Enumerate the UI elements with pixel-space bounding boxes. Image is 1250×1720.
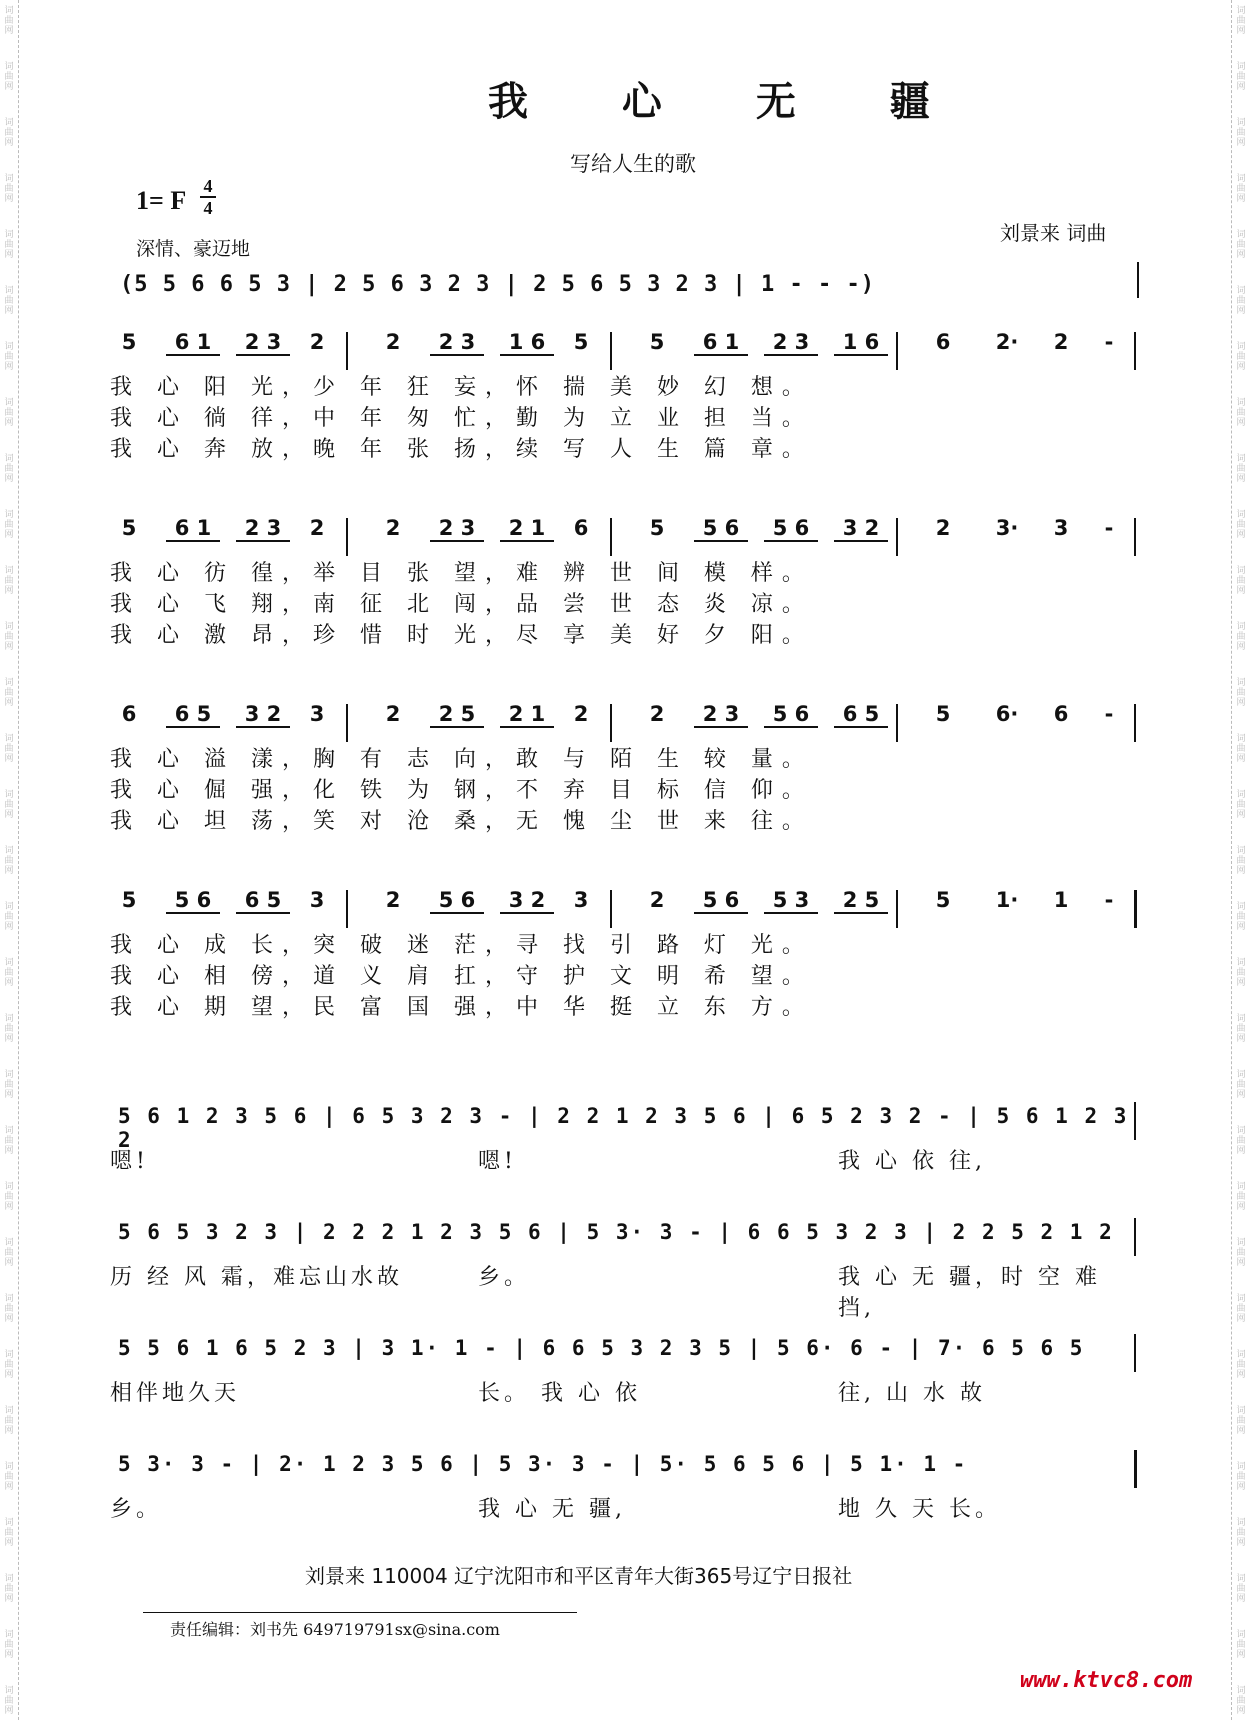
note: 2 3 [764, 330, 818, 356]
note: 6 1 [166, 516, 220, 542]
side-watermark-text: 词 曲 网 [1236, 398, 1246, 428]
note: 2 5 [834, 888, 888, 914]
lyric-text: 我 心 倔 强，化 铁 为 钢，不 弃 目 标 信 仰。 [110, 778, 813, 803]
side-watermark-text: 词 曲 网 [1236, 6, 1246, 36]
side-watermark-text: 词 曲 网 [1236, 846, 1246, 876]
lyric-text: 嗯! [110, 1149, 149, 1174]
side-watermark-text: 词 曲 网 [1236, 342, 1246, 372]
side-watermark-text: 词 曲 网 [1236, 902, 1246, 932]
note: 5 [649, 330, 665, 354]
side-watermark-text: 词 曲 网 [4, 230, 14, 260]
note: 3· [995, 516, 1019, 540]
coda-system [110, 1448, 1148, 1523]
side-watermark-text: 词 曲 网 [4, 6, 14, 36]
side-watermark-text: 词 曲 网 [4, 1574, 14, 1604]
side-watermark-text: 词 曲 网 [4, 958, 14, 988]
note: 3 [1053, 516, 1069, 540]
side-watermark-text: 词 曲 网 [4, 510, 14, 540]
side-watermark-text: 词 曲 网 [1236, 1182, 1246, 1212]
lyric-text: 往, 山 水 故 [838, 1381, 986, 1406]
side-watermark-text: 词 曲 网 [1236, 174, 1246, 204]
note: 2 [309, 330, 325, 354]
note: 6 [935, 330, 951, 354]
note: 5 [573, 330, 589, 354]
side-watermark-text: 词 曲 网 [1236, 734, 1246, 764]
side-watermark-text: 词 曲 网 [1236, 1630, 1246, 1660]
bar-line [1134, 518, 1136, 556]
note: 2 [385, 702, 401, 726]
lyric-line [110, 618, 1148, 649]
lyric-line [110, 370, 1148, 401]
time-signature-bottom: 4 [203, 198, 213, 218]
note: 5 [649, 516, 665, 540]
note: 2 [573, 702, 589, 726]
note: 5 3 [764, 888, 818, 914]
side-watermark-text: 词 曲 网 [4, 118, 14, 148]
side-watermark-text: 词 曲 网 [4, 846, 14, 876]
footer-rule [143, 1612, 577, 1613]
side-watermark-text: 词 曲 网 [4, 1014, 14, 1044]
note: 2 [385, 330, 401, 354]
side-watermark-text: 词 曲 网 [4, 1294, 14, 1324]
note: 2 3 [694, 702, 748, 728]
lyric-text: 历 经 风 霜，难忘山水故 [110, 1265, 403, 1290]
footer-address: 刘景来 110004 辽宁沈阳市和平区青年大街365号辽宁日报社 [305, 1564, 853, 1588]
note: 2 3 [430, 330, 484, 356]
lyric-text: 我 心 溢 漾，胸 有 志 向，敢 与 陌 生 较 量。 [110, 747, 813, 772]
key-signature: 1= F [136, 186, 187, 215]
note: 5 6 [764, 516, 818, 542]
notation-row [118, 516, 1148, 556]
lyric-text: 嗯! [478, 1149, 517, 1174]
side-watermark-text: 词 曲 网 [1236, 62, 1246, 92]
note: 6 5 [166, 702, 220, 728]
tempo-marking: 深情、豪迈地 [136, 238, 251, 260]
lyric-text: 乡。 [110, 1497, 163, 1522]
notation-row [118, 1332, 1148, 1372]
note: 2 [385, 516, 401, 540]
lyric-text: 我 心 徜 徉，中 年 匆 忙，勤 为 立 业 担 当。 [110, 406, 813, 431]
note: 3 2 [236, 702, 290, 728]
note: 6 1 [166, 330, 220, 356]
editor-credit: 责任编辑：刘书先 649719791sx@sina.com [170, 1620, 500, 1639]
lyric-text: 乡。 [478, 1265, 531, 1290]
time-signature [200, 177, 216, 217]
side-watermark-text: 词 曲 网 [1236, 1406, 1246, 1436]
note: 2· [995, 330, 1019, 354]
verse-system [110, 516, 1148, 649]
side-watermark-text: 词 曲 网 [1236, 958, 1246, 988]
note: 5 [121, 330, 137, 354]
side-watermark-text: 词 曲 网 [4, 1126, 14, 1156]
lyric-text: 我 心 相 傍，道 义 肩 扛，守 护 文 明 希 望。 [110, 964, 813, 989]
lyric-line [110, 432, 1148, 463]
note: 2 [309, 516, 325, 540]
side-watermark-text: 词 曲 网 [1236, 1238, 1246, 1268]
lyric-text: 我 心 飞 翔，南 征 北 闯，品 尝 世 态 炎 凉。 [110, 592, 813, 617]
side-watermark-text: 词 曲 网 [4, 622, 14, 652]
note: 2 [935, 516, 951, 540]
bar-line [896, 890, 898, 928]
lyric-line [110, 401, 1148, 432]
repeat-end-bar [1134, 890, 1137, 928]
side-watermark-text: 词 曲 网 [4, 1070, 14, 1100]
lyric-text: 我 心 期 望，民 富 国 强，中 华 挺 立 东 方。 [110, 995, 813, 1020]
intro-line: (5 5 6 6 5 3 | 2 5 6 3 2 3 | 2 5 6 5 3 2 3 | 1 - - -) [120, 272, 875, 297]
lyric-line [110, 1376, 1148, 1407]
note: 1· [995, 888, 1019, 912]
right-watermark-strip [1231, 0, 1250, 1720]
bar-line [896, 332, 898, 370]
note: - [1104, 516, 1114, 540]
notation-row [118, 888, 1148, 928]
site-watermark-logo: www.ktvc8.com [1020, 1668, 1193, 1693]
bar-line [1134, 1334, 1136, 1372]
coda-system [110, 1332, 1148, 1407]
coda-system [110, 1216, 1148, 1321]
notation-text: 5 6 1 2 3 5 6 | 6 5 3 2 3 - | 2 2 1 2 3 5 6 | 6 5 2 3 2 - | 5 6 1 2 3 2 [118, 1104, 1129, 1152]
lyric-line [110, 556, 1148, 587]
note: 6 [573, 516, 589, 540]
note: 2 3 [430, 516, 484, 542]
side-watermark-text: 词 曲 网 [1236, 1014, 1246, 1044]
side-watermark-text: 词 曲 网 [1236, 118, 1246, 148]
side-watermark-text: 词 曲 网 [1236, 1462, 1246, 1492]
lyric-text: 我 心 无 疆, [478, 1497, 626, 1522]
lyric-line [110, 990, 1148, 1021]
notation-text: 5 6 5 3 2 3 | 2 2 2 1 2 3 5 6 | 5 3· 3 - | 6 6 5 3 2 3 | 2 2 5 2 1 2 [118, 1220, 1114, 1244]
bar-line [346, 890, 348, 928]
side-watermark-text: 词 曲 网 [4, 1462, 14, 1492]
notation-row [118, 1100, 1148, 1152]
side-watermark-text: 词 曲 网 [1236, 1518, 1246, 1548]
notation-row [118, 1216, 1148, 1256]
side-watermark-text: 词 曲 网 [1236, 1126, 1246, 1156]
verse-system [110, 330, 1148, 463]
note: 2 3 [236, 330, 290, 356]
note: 3 [573, 888, 589, 912]
side-watermark-text: 词 曲 网 [1236, 454, 1246, 484]
note: - [1104, 888, 1114, 912]
bar-line [610, 332, 612, 370]
note: 3 2 [834, 516, 888, 542]
note: 5 6 [694, 516, 748, 542]
note: 3 2 [500, 888, 554, 914]
note: 5 6 [166, 888, 220, 914]
bar-line [896, 704, 898, 742]
lyric-text: 我 心 激 昂，珍 惜 时 光，尽 享 美 好 夕 阳。 [110, 623, 813, 648]
bar-line [1134, 332, 1136, 370]
lyric-text: 相伴地久天 [110, 1381, 241, 1406]
side-watermark-text: 词 曲 网 [4, 1686, 14, 1716]
notation-text: 5 5 6 1 6 5 2 3 | 3 1· 1 - | 6 6 5 3 2 3 5 | 5 6· 6 - | 7· 6 5 6 5 [118, 1336, 1085, 1360]
note: 3 [309, 888, 325, 912]
note: 2 1 [500, 702, 554, 728]
note: 5 6 [430, 888, 484, 914]
bar-line [346, 332, 348, 370]
verse-system [110, 888, 1148, 1021]
side-watermark-text: 词 曲 网 [4, 62, 14, 92]
lyric-text: 地 久 天 长。 [838, 1497, 1001, 1522]
lyric-line [110, 773, 1148, 804]
side-watermark-text: 词 曲 网 [1236, 1574, 1246, 1604]
lyric-text: 长。 我 心 依 [478, 1381, 641, 1406]
lyric-line [110, 959, 1148, 990]
bar-line [610, 518, 612, 556]
side-watermark-text: 词 曲 网 [4, 286, 14, 316]
note: 6 [1053, 702, 1069, 726]
side-watermark-text: 词 曲 网 [1236, 510, 1246, 540]
note: 5 [121, 516, 137, 540]
side-watermark-text: 词 曲 网 [4, 1238, 14, 1268]
song-subtitle: 写给人生的歌 [570, 152, 696, 176]
coda-system [110, 1100, 1148, 1175]
bar-line [346, 518, 348, 556]
intro-end-bar [1137, 262, 1139, 298]
note: 3 [309, 702, 325, 726]
bar-line [1134, 704, 1136, 742]
lyric-text: 我 心 阳 光，少 年 狂 妄，怀 揣 美 妙 幻 想。 [110, 375, 813, 400]
note: 2 [649, 702, 665, 726]
side-watermark-text: 词 曲 网 [1236, 1294, 1246, 1324]
lyric-line [110, 1260, 1148, 1321]
side-watermark-text: 词 曲 网 [1236, 286, 1246, 316]
side-watermark-text: 词 曲 网 [4, 1518, 14, 1548]
final-bar [1134, 1450, 1137, 1488]
note: 2 [385, 888, 401, 912]
side-watermark-text: 词 曲 网 [1236, 1070, 1246, 1100]
bar-line [610, 890, 612, 928]
lyric-line [110, 804, 1148, 835]
note: 2 [1053, 330, 1069, 354]
lyric-line [110, 1492, 1148, 1523]
note: 2 [649, 888, 665, 912]
notation-row [118, 702, 1148, 742]
lyric-text: 我 心 依 往, [838, 1149, 986, 1174]
lyric-line [110, 742, 1148, 773]
side-watermark-text: 词 曲 网 [4, 454, 14, 484]
bar-line [1134, 1102, 1136, 1140]
bar-line [896, 518, 898, 556]
note: 6 1 [694, 330, 748, 356]
note: 2 3 [236, 516, 290, 542]
lyric-text: 我 心 无 疆，时 空 难 挡, [838, 1265, 1101, 1321]
note: 6 [121, 702, 137, 726]
side-watermark-text: 词 曲 网 [4, 902, 14, 932]
note: 6 5 [236, 888, 290, 914]
verse-system [110, 702, 1148, 835]
side-watermark-text: 词 曲 网 [1236, 678, 1246, 708]
side-watermark-text: 词 曲 网 [4, 342, 14, 372]
bar-line [610, 704, 612, 742]
side-watermark-text: 词 曲 网 [1236, 622, 1246, 652]
lyric-text: 我 心 奔 放，晚 年 张 扬，续 写 人 生 篇 章。 [110, 437, 813, 462]
notation-row [118, 330, 1148, 370]
side-watermark-text: 词 曲 网 [4, 566, 14, 596]
side-watermark-text: 词 曲 网 [1236, 566, 1246, 596]
bar-line [346, 704, 348, 742]
note: 2 1 [500, 516, 554, 542]
lyric-line [110, 587, 1148, 618]
side-watermark-text: 词 曲 网 [4, 1406, 14, 1436]
side-watermark-text: 词 曲 网 [4, 174, 14, 204]
side-watermark-text: 词 曲 网 [4, 1350, 14, 1380]
note: 5 [935, 702, 951, 726]
lyric-text: 我 心 彷 徨，举 目 张 望，难 辨 世 间 模 样。 [110, 561, 813, 586]
lyric-line [110, 928, 1148, 959]
bar-line [1134, 1218, 1136, 1256]
left-watermark-strip [0, 0, 19, 1720]
side-watermark-text: 词 曲 网 [4, 734, 14, 764]
side-watermark-text: 词 曲 网 [1236, 1350, 1246, 1380]
side-watermark-text: 词 曲 网 [1236, 1686, 1246, 1716]
side-watermark-text: 词 曲 网 [4, 398, 14, 428]
note: 5 6 [694, 888, 748, 914]
lyric-line [110, 1144, 1148, 1175]
side-watermark-text: 词 曲 网 [1236, 790, 1246, 820]
note: 1 [1053, 888, 1069, 912]
note: 5 [935, 888, 951, 912]
notation-text: 5 3· 3 - | 2· 1 2 3 5 6 | 5 3· 3 - | 5· 5 6 5 6 | 5 1· 1 - [118, 1452, 968, 1476]
side-watermark-text: 词 曲 网 [4, 678, 14, 708]
song-title: 我 心 无 疆 [488, 78, 970, 125]
note: 1 6 [500, 330, 554, 356]
note: 2 5 [430, 702, 484, 728]
side-watermark-text: 词 曲 网 [1236, 230, 1246, 260]
note: 5 6 [764, 702, 818, 728]
side-watermark-text: 词 曲 网 [4, 1182, 14, 1212]
author-credit: 刘景来 词曲 [1000, 221, 1107, 245]
note: - [1104, 330, 1114, 354]
note: 6 5 [834, 702, 888, 728]
note: 5 [121, 888, 137, 912]
side-watermark-text: 词 曲 网 [4, 790, 14, 820]
time-signature-top: 4 [203, 176, 213, 196]
note: 6· [995, 702, 1019, 726]
side-watermark-text: 词 曲 网 [4, 1630, 14, 1660]
note: 1 6 [834, 330, 888, 356]
lyric-text: 我 心 坦 荡，笑 对 沧 桑，无 愧 尘 世 来 往。 [110, 809, 813, 834]
lyric-text: 我 心 成 长，突 破 迷 茫，寻 找 引 路 灯 光。 [110, 933, 813, 958]
note: - [1104, 702, 1114, 726]
notation-row [118, 1448, 1148, 1488]
